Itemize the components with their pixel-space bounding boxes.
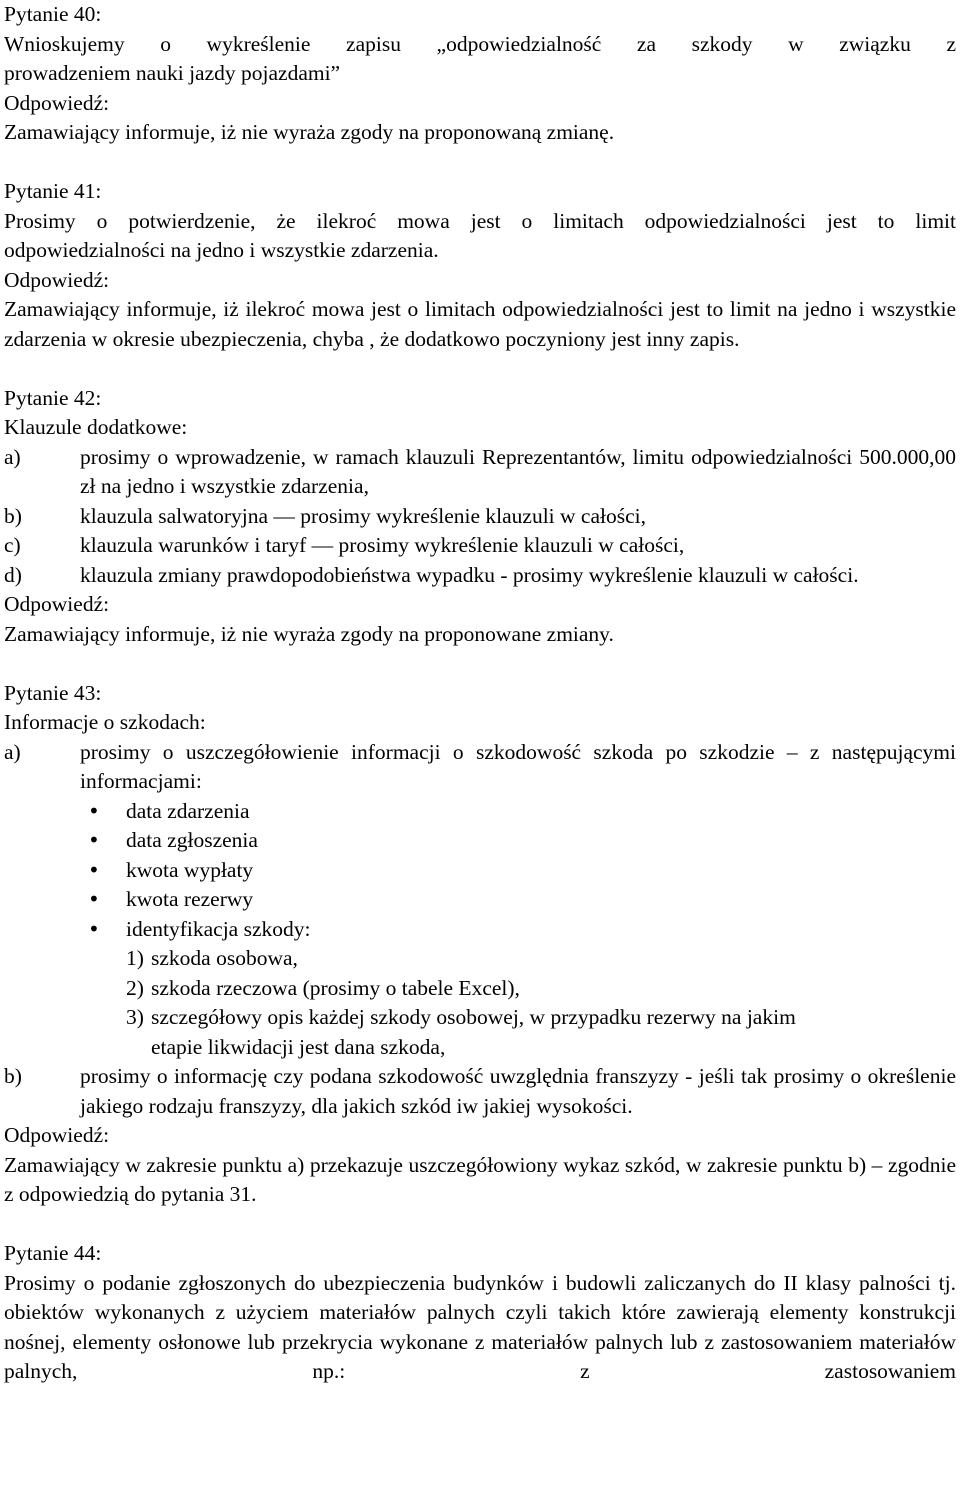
list-marker: b)	[4, 503, 22, 528]
question-text-line: Wnioskujemy o wykreślenie zapisu „odpowiedzialność za szkody w związku z	[4, 31, 956, 56]
paragraph-gap	[4, 148, 956, 178]
numbered-text: szczegółowy opis każdej szkody osobowej, w przypadku rezerwy na jakim	[151, 1005, 796, 1029]
bullet-item	[4, 856, 956, 886]
bullet-icon: •	[88, 887, 100, 911]
list-marker: b)	[4, 1064, 22, 1088]
numbered-marker: 2)	[126, 975, 144, 1000]
list-marker: a)	[4, 444, 21, 469]
bullet-icon: •	[88, 916, 100, 941]
list-marker: a)	[4, 739, 21, 764]
answer-text: Zamawiający w zakresie punktu a) przekazuje uszczegółowiony wykaz szkód, w zakresie punktu b) – zgodnie z odpowiedzią do pytania 31.	[4, 1152, 956, 1206]
question-label: Pytanie 42:	[4, 385, 102, 410]
list-item	[4, 1062, 956, 1121]
numbered-text: szkoda osobowa,	[151, 946, 298, 970]
answer-text: Zamawiający informuje, iż nie wyraża zgody na proponowaną zmianę.	[4, 120, 615, 144]
bullet-text: identyfikacja szkody:	[126, 916, 311, 941]
bullet-icon: •	[88, 798, 100, 823]
numbered-text-continuation: etapie likwidacji jest dana szkoda,	[151, 1034, 446, 1059]
bullet-item	[4, 885, 956, 915]
bullet-text: data zgłoszenia	[126, 828, 258, 852]
paragraph-gap	[4, 1210, 956, 1240]
question-label: Pytanie 41:	[4, 179, 102, 203]
list-item-text: klauzula warunków i taryf — prosimy wykreślenie klauzuli w całości,	[80, 533, 685, 557]
list-item	[4, 561, 956, 591]
question-label: Pytanie 40:	[4, 2, 102, 26]
question-text: Prosimy o podanie zgłoszonych do ubezpieczenia budynków i budowli zaliczanych do II klasy palności tj. obiektów wykonanych z użyciem materiałów palnych czyli takich które zawierają elementy konstrukcji nośnej, elementy osłonowe lub przekrycia wykonane z materiałów palnych lub z zastosowaniem materiałów palnych, np.: z zastosowaniem	[4, 1270, 956, 1383]
list-item-text: prosimy o informację czy podana szkodowość uwzględnia franszyzy - jeśli tak prosimy o określenie jakiego rodzaju franszyzy, dla jakich szkód iw jakiej wysokości.	[80, 1064, 956, 1118]
answer-text: Zamawiający informuje, iż nie wyraża zgody na proponowane zmiany.	[4, 621, 614, 646]
numbered-marker: 3)	[126, 1005, 144, 1029]
question-intro: Klauzule dodatkowe:	[4, 415, 188, 439]
list-item	[4, 531, 956, 561]
list-item-text: klauzula zmiany prawdopodobieństwa wypadku - prosimy wykreślenie klauzuli w całości.	[80, 562, 859, 587]
question-text-line: Prosimy o potwierdzenie, że ilekroć mowa jest o limitach odpowiedzialności jest to limit	[4, 208, 956, 233]
list-item	[4, 738, 956, 797]
answer-label: Odpowiedź:	[4, 90, 110, 115]
bullet-text: data zdarzenia	[126, 798, 250, 823]
bullet-text: kwota wypłaty	[126, 857, 254, 882]
list-item	[4, 502, 956, 532]
paragraph-gap	[4, 354, 956, 384]
paragraph-gap	[4, 649, 956, 679]
question-43	[4, 679, 956, 1210]
list-item-text: klauzula salwatoryjna — prosimy wykreślenie klauzuli w całości,	[80, 503, 647, 528]
list-item-text: prosimy o wprowadzenie, w ramach klauzuli Reprezentantów, limitu odpowiedzialności 500.000,00 zł na jedno i wszystkie zdarzenia,	[80, 444, 956, 498]
numbered-item	[4, 944, 956, 974]
list-item	[4, 443, 956, 502]
list-marker: c)	[4, 533, 21, 557]
bullet-item	[4, 797, 956, 827]
question-42	[4, 384, 956, 650]
answer-label: Odpowiedź:	[4, 267, 110, 292]
answer-label: Odpowiedź:	[4, 1123, 110, 1147]
question-label: Pytanie 44:	[4, 1241, 102, 1265]
question-text-line: odpowiedzialności na jedno i wszystkie zdarzenia.	[4, 238, 439, 262]
answer-text: Zamawiający informuje, iż ilekroć mowa jest o limitach odpowiedzialności jest to limit na jedno i wszystkie zdarzenia w okresie ubezpieczenia, chyba , że dodatkowo poczyniony jest inny zapis.	[4, 297, 956, 351]
bullet-item	[4, 915, 956, 945]
question-41	[4, 177, 956, 354]
bullet-text: kwota rezerwy	[126, 887, 254, 911]
list-item-text: prosimy o uszczegółowienie informacji o szkodowość szkoda po szkodzie – z następującymi informacjami:	[80, 739, 956, 793]
numbered-item	[4, 1003, 956, 1033]
numbered-marker: 1)	[126, 946, 144, 970]
numbered-text: szkoda rzeczowa (prosimy o tabele Excel),	[151, 975, 520, 1000]
question-44	[4, 1239, 956, 1387]
answer-label: Odpowiedź:	[4, 592, 110, 616]
numbered-item	[4, 974, 956, 1004]
bullet-item	[4, 826, 956, 856]
question-40	[4, 0, 956, 148]
question-label: Pytanie 43:	[4, 680, 102, 705]
question-intro: Informacje o szkodach:	[4, 710, 206, 734]
list-marker: d)	[4, 562, 22, 587]
bullet-icon: •	[88, 828, 100, 852]
bullet-icon: •	[88, 857, 100, 882]
question-text-line: prowadzeniem nauki jazdy pojazdami”	[4, 61, 341, 85]
